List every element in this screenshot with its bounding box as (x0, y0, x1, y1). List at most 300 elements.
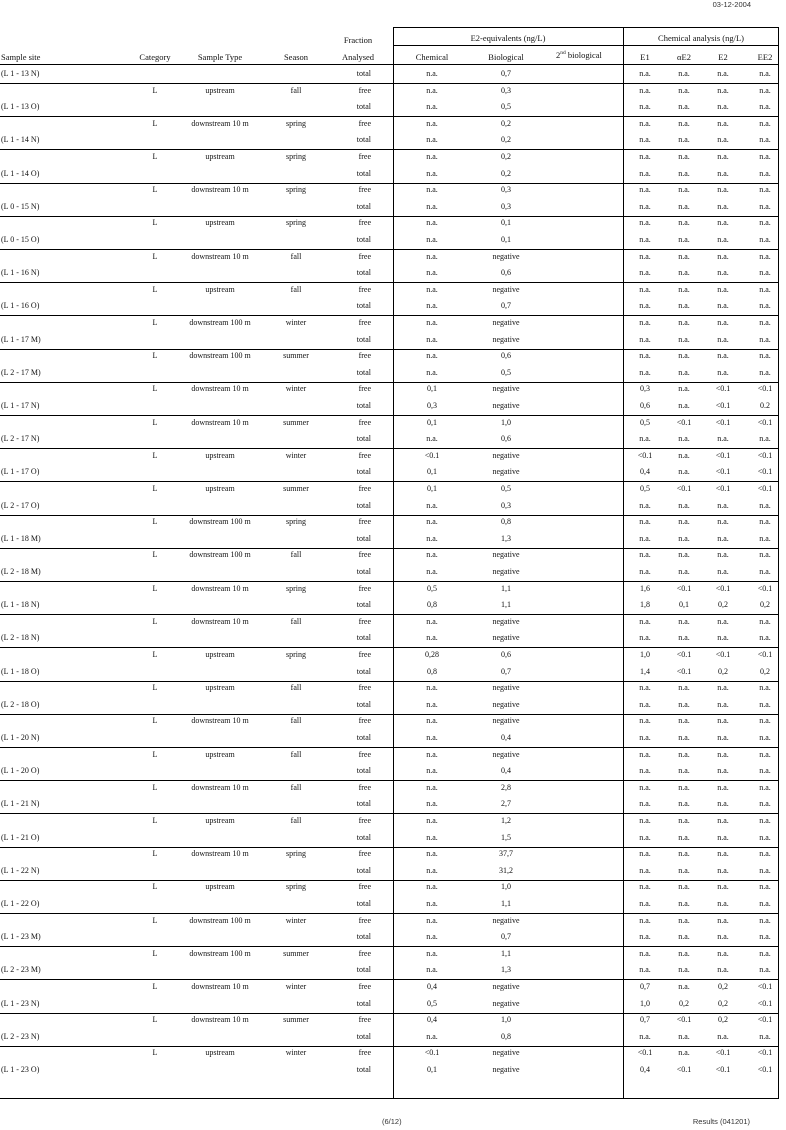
chemical-cell: 0,1 (427, 484, 437, 493)
row-group-separator (0, 747, 779, 748)
ee2-cell: n.a. (759, 616, 771, 626)
e1-cell: n.a. (639, 567, 651, 576)
alpha-e2-cell: n.a. (678, 915, 690, 925)
biological-cell: 0,2 (501, 152, 511, 161)
chemical-cell: n.a. (426, 766, 438, 776)
chemical-cell: n.a. (426, 882, 438, 892)
row-group-separator (0, 813, 779, 814)
ee2-cell: n.a. (759, 168, 771, 178)
row-group-separator (0, 647, 779, 648)
sample-site-cell: (L 1 - 21 N) (1, 799, 40, 809)
fraction-cell: total (356, 434, 371, 444)
sample-site-cell: (L 2 - 23 M) (1, 965, 41, 975)
table-rule (393, 27, 779, 28)
e2-cell: <0.1 (715, 417, 731, 427)
ee2-cell: n.a. (759, 899, 771, 908)
biological-cell: 0,3 (501, 201, 511, 211)
ee2-cell: n.a. (759, 533, 771, 543)
alpha-e2-cell: n.a. (678, 932, 690, 942)
ee2-cell: n.a. (759, 915, 771, 925)
ee2-cell: <0.1 (757, 450, 773, 460)
e2-cell: n.a. (717, 85, 729, 95)
biological-cell: 0,5 (501, 484, 511, 493)
ee2-cell: n.a. (759, 816, 771, 825)
fraction-cell: free (358, 251, 371, 261)
alpha-e2-cell: n.a. (678, 749, 690, 759)
e2-cell: n.a. (717, 334, 729, 344)
ee2-cell: n.a. (759, 201, 771, 211)
category-cell: L (152, 152, 158, 161)
alpha-e2-cell: n.a. (678, 185, 690, 195)
sample-site-cell: (L 1 - 14 O) (1, 168, 40, 178)
biological-cell: negative (492, 716, 520, 726)
ee2-cell: n.a. (759, 500, 771, 510)
chemical-cell: n.a. (426, 185, 438, 195)
row-group-separator (0, 780, 779, 781)
e1-cell: <0.1 (637, 1048, 653, 1058)
category-cell: L (152, 816, 158, 825)
sample-site-cell: (L 1 - 18 O) (1, 666, 40, 676)
chemical-cell: n.a. (426, 533, 438, 543)
sample-site-cell: (L 2 - 17 M) (1, 367, 41, 377)
category-cell: L (152, 384, 158, 394)
fraction-cell: total (356, 168, 371, 178)
biological-cell: 1,0 (501, 417, 511, 427)
fraction-header: Fraction (343, 35, 373, 45)
fraction-cell: free (358, 882, 371, 892)
ee2-cell: <0.1 (757, 1048, 773, 1058)
sample-site-cell: (L 1 - 13 N) (1, 69, 40, 78)
sample-site-cell: (L 2 - 18 M) (1, 567, 41, 576)
ee2-cell: n.a. (759, 517, 771, 527)
sample-type-cell: upstream (205, 816, 235, 825)
e1-cell: 0,3 (640, 384, 650, 394)
fraction-cell: free (358, 782, 371, 792)
biological-cell: negative (492, 334, 520, 344)
fraction-cell: total (356, 733, 371, 742)
e2-cell: n.a. (717, 766, 729, 776)
ee2-cell: n.a. (759, 135, 771, 145)
alpha-e2-cell: n.a. (678, 832, 690, 842)
e1-cell: n.a. (639, 301, 651, 311)
category-cell: L (152, 185, 158, 195)
season-cell: spring (286, 650, 306, 659)
season-cell: winter (285, 915, 307, 925)
e2-cell: n.a. (717, 118, 729, 128)
biological-cell: negative (492, 683, 520, 693)
alpha-e2-cell: n.a. (678, 367, 690, 377)
sample-site-cell: (L 1 - 13 O) (1, 102, 40, 112)
e2-cell: n.a. (717, 915, 729, 925)
sample-site-cell: (L 1 - 18 M) (1, 533, 41, 543)
category-cell: L (152, 284, 158, 294)
season-cell: spring (286, 882, 306, 892)
sample-type-cell: downstream 100 m (189, 550, 251, 560)
alpha-e2-cell: n.a. (678, 434, 690, 444)
e2-cell: n.a. (717, 168, 729, 178)
second-biological-header: 2nd biological (556, 50, 602, 60)
sample-site-cell: (L 1 - 20 O) (1, 766, 40, 776)
biological-cell: negative (492, 982, 520, 991)
e1-cell: 0,7 (640, 982, 650, 991)
e2-cell: <0.1 (715, 583, 731, 593)
season-cell: summer (283, 948, 309, 958)
ee2-cell: n.a. (759, 683, 771, 693)
sample-site-cell: (L 2 - 23 N) (1, 1031, 40, 1041)
e2-cell: n.a. (717, 268, 729, 278)
alpha-e2-cell: n.a. (678, 500, 690, 510)
chemical-cell: n.a. (426, 69, 438, 78)
row-group-separator (0, 116, 779, 117)
alpha-e2-cell: n.a. (678, 102, 690, 112)
row-group-separator (0, 1013, 779, 1014)
biological-cell: negative (492, 749, 520, 759)
chemical-cell: 0,1 (427, 417, 437, 427)
e2-cell: 0,2 (718, 1015, 728, 1025)
alpha-e2-cell: n.a. (678, 799, 690, 809)
ee2-cell: n.a. (759, 284, 771, 294)
biological-cell: 0,8 (501, 1031, 511, 1041)
biological-cell: 0,7 (501, 666, 511, 676)
ee2-cell: n.a. (759, 434, 771, 444)
chemical-analysis-header: Chemical analysis (ng/L) (658, 33, 744, 43)
biological-cell: 0,1 (501, 218, 511, 228)
fraction-cell: free (358, 948, 371, 958)
sample-site-cell: (L 1 - 23 M) (1, 932, 41, 942)
category-cell: L (152, 550, 158, 560)
category-cell: L (152, 450, 158, 460)
biological-cell: negative (492, 318, 520, 327)
chemical-cell: n.a. (426, 251, 438, 261)
e1-cell: n.a. (639, 135, 651, 145)
season-cell: fall (290, 716, 302, 726)
e1-cell: 0,6 (640, 401, 650, 410)
chemical-cell: n.a. (426, 301, 438, 311)
season-cell: winter (285, 384, 307, 394)
biological-cell: 0,4 (501, 766, 511, 776)
alpha-e2-cell: n.a. (678, 716, 690, 726)
category-cell: L (152, 417, 158, 427)
chemical-cell: 0,1 (427, 384, 437, 394)
e1-cell: n.a. (639, 201, 651, 211)
e1-cell: n.a. (639, 899, 651, 908)
alpha-e2-cell: n.a. (678, 865, 690, 875)
e2-cell: 0,2 (718, 600, 728, 610)
chemical-cell: <0.1 (424, 1048, 440, 1058)
chemical-cell: n.a. (426, 699, 438, 709)
category-cell: L (152, 749, 158, 759)
fraction-cell: free (358, 185, 371, 195)
alpha-e2-cell: n.a. (678, 567, 690, 576)
season-cell: spring (286, 152, 306, 161)
season-cell: fall (290, 782, 302, 792)
e1-cell: 0,5 (640, 484, 650, 493)
sample-site-cell: (L 1 - 14 N) (1, 135, 40, 145)
chemical-cell: 0,1 (427, 467, 437, 477)
fraction-cell: total (356, 799, 371, 809)
biological-cell: 1,5 (501, 832, 511, 842)
ee2-cell: n.a. (759, 102, 771, 112)
e2-cell: n.a. (717, 550, 729, 560)
ee2-cell: n.a. (759, 318, 771, 327)
ee2-cell: <0.1 (757, 650, 773, 659)
alpha-e2-cell: n.a. (678, 135, 690, 145)
fraction-cell: free (358, 650, 371, 659)
e2-cell: 0,2 (718, 666, 728, 676)
biological-cell: 37,7 (499, 849, 513, 859)
season-cell: spring (286, 849, 306, 859)
e2-cell: n.a. (717, 434, 729, 444)
e2-cell: n.a. (717, 301, 729, 311)
biological-cell: 1,3 (501, 965, 511, 975)
season-cell: fall (290, 683, 302, 693)
biological-cell: negative (492, 450, 520, 460)
biological-cell: 0,6 (501, 650, 511, 659)
chemical-cell: n.a. (426, 782, 438, 792)
ee2-cell: n.a. (759, 766, 771, 776)
analysed-header: Analysed (341, 52, 375, 62)
chemical-cell: n.a. (426, 318, 438, 327)
e2-cell: n.a. (717, 782, 729, 792)
row-group-separator (0, 415, 779, 416)
row-group-separator (0, 149, 779, 150)
e1-cell: n.a. (639, 69, 651, 78)
alpha-e2-cell: n.a. (678, 351, 690, 361)
biological-cell: 31,2 (499, 865, 513, 875)
fraction-cell: total (356, 766, 371, 776)
fraction-cell: free (358, 118, 371, 128)
e1-cell: n.a. (639, 683, 651, 693)
e2-cell: n.a. (717, 865, 729, 875)
ee2-cell: <0.1 (757, 384, 773, 394)
fraction-cell: total (356, 998, 371, 1008)
category-cell: L (152, 616, 158, 626)
e2-cell: n.a. (717, 135, 729, 145)
ee2-cell: n.a. (759, 152, 771, 161)
e2-cell: n.a. (717, 816, 729, 825)
e1-cell: n.a. (639, 235, 651, 244)
alpha-e2-cell: n.a. (678, 816, 690, 825)
fraction-cell: total (356, 699, 371, 709)
chemical-cell: n.a. (426, 235, 438, 244)
ee2-cell: <0.1 (757, 467, 773, 477)
e1-cell: 0,4 (640, 467, 650, 477)
chemical-cell: n.a. (426, 915, 438, 925)
e2-cell: n.a. (717, 832, 729, 842)
alpha-e2-cell: 0,1 (679, 600, 689, 610)
ee2-cell: n.a. (759, 799, 771, 809)
alpha-e2-cell: n.a. (678, 699, 690, 709)
fraction-cell: free (358, 484, 371, 493)
ee2-cell: n.a. (759, 268, 771, 278)
ee2-cell: n.a. (759, 118, 771, 128)
table-rule (393, 45, 623, 46)
season-cell: summer (283, 351, 309, 361)
chemical-cell: n.a. (426, 268, 438, 278)
biological-cell: 0,7 (501, 932, 511, 942)
ee2-cell: n.a. (759, 351, 771, 361)
category-cell: L (152, 782, 158, 792)
row-group-separator (0, 913, 779, 914)
season-cell: spring (286, 517, 306, 527)
chemical-cell: n.a. (426, 733, 438, 742)
row-group-separator (0, 83, 779, 84)
ee2-cell: n.a. (759, 965, 771, 975)
season-cell: spring (286, 583, 306, 593)
alpha-e2-cell: n.a. (678, 218, 690, 228)
alpha-e2-cell: 0,2 (679, 998, 689, 1008)
alpha-e2-cell: n.a. (678, 616, 690, 626)
alpha-e2-cell: <0.1 (676, 650, 692, 659)
e2-cell: <0.1 (715, 401, 731, 410)
chemical-cell: n.a. (426, 716, 438, 726)
e2-cell: n.a. (717, 367, 729, 377)
fraction-cell: total (356, 135, 371, 145)
category-cell: L (152, 1048, 158, 1058)
alpha-e2-cell: n.a. (678, 733, 690, 742)
e1-cell: n.a. (639, 716, 651, 726)
e1-cell: n.a. (639, 816, 651, 825)
e2-cell: n.a. (717, 616, 729, 626)
e1-cell: <0.1 (637, 450, 653, 460)
alpha-e2-cell: n.a. (678, 1048, 690, 1058)
e2-cell: <0.1 (715, 484, 731, 493)
sample-type-cell: downstream 10 m (191, 716, 249, 726)
chemical-cell: 0,1 (427, 1065, 437, 1074)
sample-type-cell: upstream (205, 450, 235, 460)
e1-cell: n.a. (639, 517, 651, 527)
e1-cell: n.a. (639, 633, 651, 643)
fraction-cell: total (356, 334, 371, 344)
ee2-cell: n.a. (759, 948, 771, 958)
e1-cell: n.a. (639, 948, 651, 958)
biological-cell: 0,8 (501, 517, 511, 527)
e2-cell: 0,2 (718, 982, 728, 991)
biological-cell: 0,3 (501, 185, 511, 195)
row-group-separator (0, 448, 779, 449)
biological-cell: 1,1 (501, 948, 511, 958)
sample-type-cell: downstream 10 m (191, 616, 249, 626)
fraction-cell: total (356, 533, 371, 543)
e1-cell: n.a. (639, 782, 651, 792)
ee2-cell: n.a. (759, 782, 771, 792)
chemical-cell: n.a. (426, 201, 438, 211)
document-date: 03-12-2004 (712, 0, 751, 9)
row-group-separator (0, 481, 779, 482)
category-cell: L (152, 650, 158, 659)
e2-cell: n.a. (717, 899, 729, 908)
alpha-e2-cell: n.a. (678, 118, 690, 128)
alpha-e2-cell: n.a. (678, 533, 690, 543)
ee2-cell: n.a. (759, 235, 771, 244)
fraction-cell: free (358, 749, 371, 759)
e1-cell: n.a. (639, 533, 651, 543)
e1-cell: 1,0 (640, 650, 650, 659)
ee2-cell: n.a. (759, 301, 771, 311)
fraction-cell: total (356, 666, 371, 676)
alpha-e2-cell: n.a. (678, 201, 690, 211)
sample-site-cell: (L 1 - 16 N) (1, 268, 40, 278)
fraction-cell: free (358, 550, 371, 560)
alpha-e2-cell: <0.1 (676, 1015, 692, 1025)
fraction-cell: total (356, 235, 371, 244)
e1-cell: 1,0 (640, 998, 650, 1008)
e1-header: E1 (640, 52, 650, 62)
biological-cell: 0,7 (501, 301, 511, 311)
chemical-cell: n.a. (426, 351, 438, 361)
e2-cell: <0.1 (715, 450, 731, 460)
fraction-cell: total (356, 899, 371, 908)
e2-cell: n.a. (717, 533, 729, 543)
biological-cell: 0,3 (501, 85, 511, 95)
category-cell: L (152, 882, 158, 892)
biological-cell: negative (492, 384, 520, 394)
fraction-cell: total (356, 932, 371, 942)
fraction-cell: free (358, 284, 371, 294)
category-cell: L (152, 1015, 158, 1025)
ee2-cell: n.a. (759, 367, 771, 377)
alpha-e2-cell: <0.1 (676, 583, 692, 593)
alpha-e2-cell: n.a. (678, 235, 690, 244)
sample-site-cell: (L 1 - 23 O) (1, 1065, 40, 1074)
biological-cell: 1,1 (501, 899, 511, 908)
chemical-cell: 0,4 (427, 1015, 437, 1025)
sample-type-cell: upstream (205, 152, 235, 161)
row-group-separator (0, 681, 779, 682)
sample-type-cell: downstream 100 m (189, 351, 251, 361)
sample-type-cell: upstream (205, 683, 235, 693)
biological-cell: negative (492, 284, 520, 294)
fraction-cell: free (358, 982, 371, 991)
season-cell: winter (285, 318, 307, 327)
e2-cell: n.a. (717, 699, 729, 709)
fraction-cell: total (356, 567, 371, 576)
e1-cell: n.a. (639, 932, 651, 942)
season-header: Season (283, 52, 309, 62)
e1-cell: n.a. (639, 799, 651, 809)
table-rule (623, 45, 779, 46)
sample-type-cell: upstream (205, 882, 235, 892)
biological-cell: 0,7 (501, 69, 511, 78)
row-group-separator (0, 548, 779, 549)
alpha-e2-cell: n.a. (678, 782, 690, 792)
alpha-e2-cell: n.a. (678, 152, 690, 161)
sample-site-cell: (L 1 - 23 N) (1, 998, 40, 1008)
biological-cell: 1,1 (501, 583, 511, 593)
ee2-cell: <0.1 (757, 1065, 773, 1074)
biological-cell: negative (492, 467, 520, 477)
row-group-separator (0, 847, 779, 848)
alpha-e2-cell: n.a. (678, 633, 690, 643)
e1-cell: n.a. (639, 849, 651, 859)
chemical-cell: n.a. (426, 500, 438, 510)
alpha-e2-cell: <0.1 (676, 484, 692, 493)
season-cell: summer (283, 1015, 309, 1025)
row-group-separator (0, 315, 779, 316)
biological-cell: negative (492, 1048, 520, 1058)
e1-cell: n.a. (639, 268, 651, 278)
sample-type-cell: downstream 10 m (191, 849, 249, 859)
biological-cell: 0,4 (501, 733, 511, 742)
results-label: Results (041201) (692, 1117, 750, 1126)
biological-cell: 0,2 (501, 168, 511, 178)
e2-cell: <0.1 (715, 384, 731, 394)
alpha-e2-cell: n.a. (678, 168, 690, 178)
row-group-separator (0, 714, 779, 715)
sample-site-cell: (L 1 - 22 N) (1, 865, 40, 875)
sample-type-cell: upstream (205, 749, 235, 759)
category-cell: L (152, 517, 158, 527)
